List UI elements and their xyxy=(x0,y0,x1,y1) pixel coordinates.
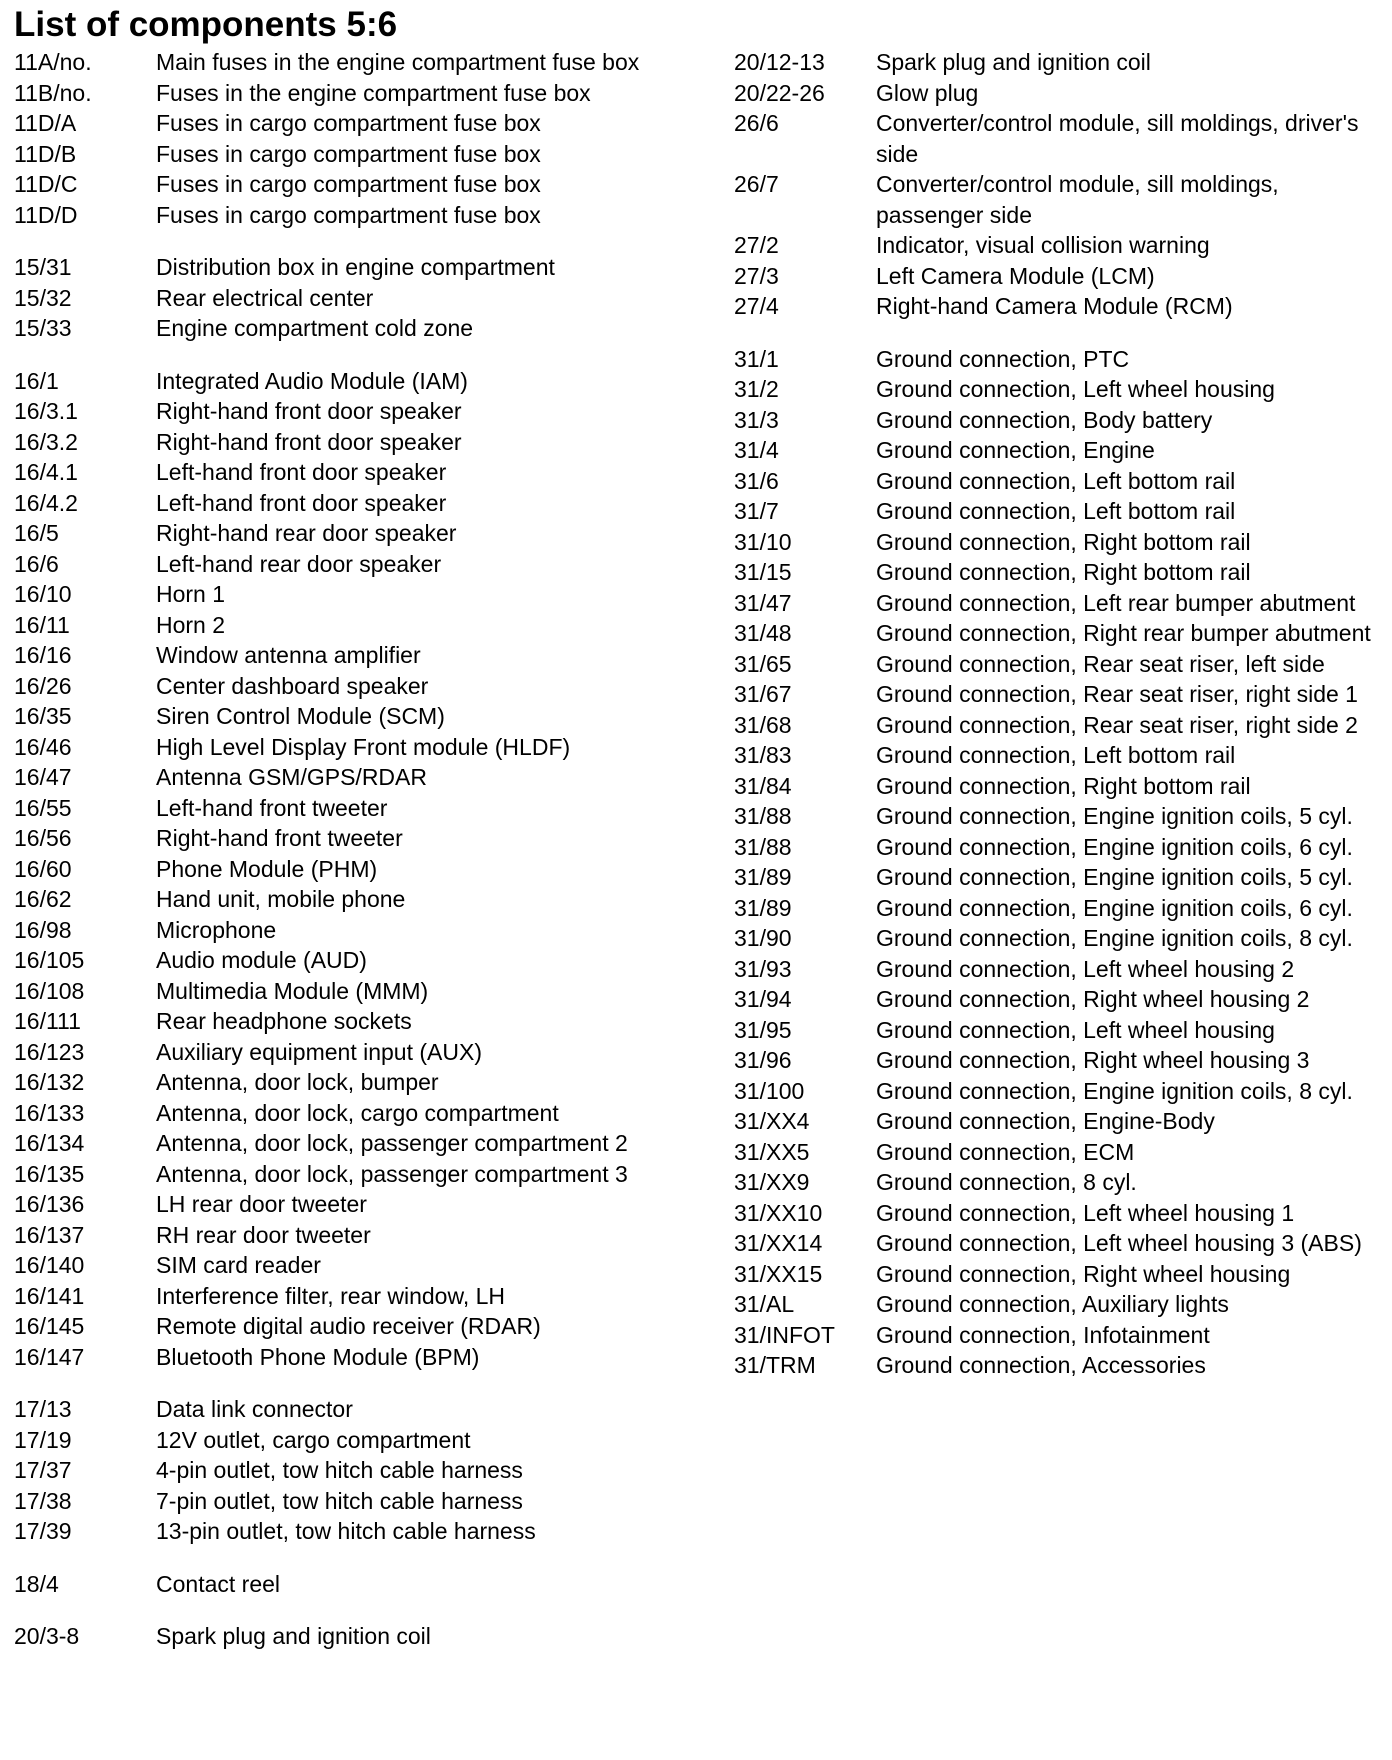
group-spacer xyxy=(14,1547,694,1569)
component-code: 16/3.2 xyxy=(14,428,78,455)
component-entry xyxy=(734,618,1384,649)
component-description: Ground connection, 8 cyl. xyxy=(876,1169,1137,1195)
component-entry xyxy=(734,649,1384,680)
component-description: Ground connection, Right wheel housing xyxy=(876,1260,1291,1287)
component-description: Converter/control module, sill moldings, passenger side xyxy=(876,171,1279,228)
component-code: 15/33 xyxy=(14,315,72,341)
component-code: 31/10 xyxy=(734,528,792,555)
component-description: Ground connection, Accessories xyxy=(876,1352,1206,1378)
component-description: Data link connector xyxy=(156,1396,353,1422)
component-code: 16/10 xyxy=(14,581,72,607)
component-description: Phone Module (PHM) xyxy=(156,855,378,882)
component-group xyxy=(734,47,1384,322)
component-code: 17/13 xyxy=(14,1396,72,1422)
component-description: Ground connection, PTC xyxy=(876,345,1130,372)
component-description: Antenna, door lock, bumper xyxy=(156,1069,439,1095)
component-description: Ground connection, Engine xyxy=(876,437,1155,463)
component-entry xyxy=(14,1098,694,1129)
component-description: 7-pin outlet, tow hitch cable harness xyxy=(156,1487,523,1514)
component-entry xyxy=(14,47,694,78)
component-entry xyxy=(14,945,694,976)
component-code: 16/4.2 xyxy=(14,489,78,516)
component-description: Ground connection, Left bottom rail xyxy=(876,498,1236,524)
component-description: Ground connection, Engine ignition coils, 8 cyl. xyxy=(876,1077,1353,1104)
component-code: 16/60 xyxy=(14,855,72,882)
component-code: 16/46 xyxy=(14,733,72,760)
component-description: Horn 2 xyxy=(156,611,226,638)
component-description: Interference filter, rear window, LH xyxy=(156,1282,505,1309)
component-code: 16/145 xyxy=(14,1313,85,1339)
component-code: 31/68 xyxy=(734,711,792,738)
component-description: Spark plug and ignition coil xyxy=(156,1623,431,1649)
component-code: 11D/C xyxy=(14,171,78,197)
component-entry xyxy=(734,527,1384,558)
group-spacer xyxy=(14,1372,694,1394)
component-code: 11D/A xyxy=(14,110,77,136)
component-code: 16/3.1 xyxy=(14,398,78,424)
component-entry xyxy=(734,78,1384,109)
component-entry xyxy=(734,230,1384,261)
component-code: 31/XX14 xyxy=(734,1230,823,1256)
component-description: Converter/control module, sill moldings, driver's side xyxy=(876,110,1359,167)
component-code: 31/84 xyxy=(734,772,792,799)
component-description: Left-hand front door speaker xyxy=(156,459,447,485)
component-code: 31/96 xyxy=(734,1047,792,1073)
component-code: 16/16 xyxy=(14,642,72,668)
component-code: 20/22-26 xyxy=(734,79,825,106)
component-entry xyxy=(734,862,1384,893)
component-entry xyxy=(14,169,694,200)
component-code: 15/31 xyxy=(14,254,72,280)
component-code: 16/108 xyxy=(14,977,85,1004)
component-entry xyxy=(14,976,694,1007)
component-description: Ground connection, Right bottom rail xyxy=(876,559,1251,585)
component-code: 31/67 xyxy=(734,681,792,707)
component-code: 31/1 xyxy=(734,345,779,372)
component-description: Horn 1 xyxy=(156,581,226,607)
component-code: 16/1 xyxy=(14,367,59,394)
component-code: 16/35 xyxy=(14,703,72,729)
component-description: Left-hand front tweeter xyxy=(156,794,388,821)
component-description: Ground connection, Auxiliary lights xyxy=(876,1291,1229,1317)
component-description: Antenna, door lock, cargo compartment xyxy=(156,1099,559,1126)
component-entry xyxy=(14,732,694,763)
component-code: 27/4 xyxy=(734,293,779,319)
component-entry xyxy=(734,984,1384,1015)
component-description: Ground connection, Left wheel housing 1 xyxy=(876,1199,1295,1226)
component-code: 31/95 xyxy=(734,1016,792,1043)
component-entry xyxy=(14,1425,694,1456)
component-code: 16/140 xyxy=(14,1252,85,1278)
component-code: 27/3 xyxy=(734,262,779,289)
component-entry xyxy=(14,1394,694,1425)
component-entry xyxy=(14,1281,694,1312)
component-code: 18/4 xyxy=(14,1570,59,1597)
component-description: Engine compartment cold zone xyxy=(156,315,474,341)
component-description: Ground connection, Left bottom rail xyxy=(876,742,1236,768)
component-description: Integrated Audio Module (IAM) xyxy=(156,367,468,394)
component-code: 16/56 xyxy=(14,825,72,851)
component-description: Auxiliary equipment input (AUX) xyxy=(156,1038,482,1065)
component-description: Spark plug and ignition coil xyxy=(876,49,1151,75)
component-code: 17/39 xyxy=(14,1518,72,1544)
component-entry xyxy=(14,1067,694,1098)
component-entry xyxy=(14,252,694,283)
component-description: Right-hand rear door speaker xyxy=(156,520,457,546)
component-description: Antenna, door lock, passenger compartment 2 xyxy=(156,1130,628,1156)
component-code: 31/48 xyxy=(734,620,792,646)
component-code: 16/137 xyxy=(14,1221,85,1248)
component-description: Remote digital audio receiver (RDAR) xyxy=(156,1313,541,1339)
component-entry xyxy=(14,1311,694,1342)
component-code: 26/6 xyxy=(734,110,779,136)
component-entry xyxy=(14,1621,694,1652)
component-description: Ground connection, Engine ignition coils, 6 cyl. xyxy=(876,894,1353,921)
component-code: 16/4.1 xyxy=(14,459,78,485)
component-description: 12V outlet, cargo compartment xyxy=(156,1426,471,1453)
component-entry xyxy=(14,313,694,344)
component-group xyxy=(734,344,1384,1381)
component-entry xyxy=(14,457,694,488)
component-entry xyxy=(14,823,694,854)
component-entry xyxy=(14,1159,694,1190)
component-code: 16/141 xyxy=(14,1282,85,1309)
component-code: 20/12-13 xyxy=(734,49,825,75)
component-entry xyxy=(734,771,1384,802)
component-code: 15/32 xyxy=(14,284,72,311)
component-entry xyxy=(14,1342,694,1373)
component-code: 16/133 xyxy=(14,1099,85,1126)
component-code: 31/100 xyxy=(734,1077,805,1104)
component-column-right xyxy=(734,47,1384,1381)
component-description: Ground connection, Engine ignition coils, 5 cyl. xyxy=(876,803,1353,829)
component-code: 16/111 xyxy=(14,1008,81,1034)
component-entry xyxy=(14,579,694,610)
component-code: 31/XX4 xyxy=(734,1108,810,1134)
component-code: 16/6 xyxy=(14,550,59,577)
component-entry xyxy=(734,1289,1384,1320)
component-entry xyxy=(734,261,1384,292)
component-code: 31/88 xyxy=(734,803,792,829)
component-code: 16/11 xyxy=(14,611,70,638)
component-code: 31/89 xyxy=(734,894,792,921)
component-description: Ground connection, ECM xyxy=(876,1138,1135,1165)
component-code: 31/AL xyxy=(734,1291,795,1317)
component-description: Bluetooth Phone Module (BPM) xyxy=(156,1343,480,1370)
component-description: Hand unit, mobile phone xyxy=(156,886,406,912)
component-code: 16/105 xyxy=(14,947,85,973)
component-entry xyxy=(14,915,694,946)
component-entry xyxy=(14,396,694,427)
component-description: Left-hand front door speaker xyxy=(156,489,447,516)
component-entry xyxy=(14,78,694,109)
component-code: 31/INFOT xyxy=(734,1321,835,1348)
component-entry xyxy=(734,1015,1384,1046)
component-entry xyxy=(14,1037,694,1068)
component-entry xyxy=(14,1486,694,1517)
component-entry xyxy=(14,610,694,641)
component-entry xyxy=(14,200,694,231)
component-code: 17/37 xyxy=(14,1457,72,1483)
component-column-left xyxy=(14,47,694,1652)
component-code: 16/55 xyxy=(14,794,72,821)
component-entry xyxy=(14,427,694,458)
component-description: Center dashboard speaker xyxy=(156,672,429,699)
component-code: 11D/D xyxy=(14,201,78,228)
component-code: 16/147 xyxy=(14,1343,85,1370)
component-code: 16/123 xyxy=(14,1038,85,1065)
component-description: Distribution box in engine compartment xyxy=(156,254,555,280)
component-entry xyxy=(734,1259,1384,1290)
component-description: Right-hand front tweeter xyxy=(156,825,403,851)
component-code: 31/XX9 xyxy=(734,1169,810,1195)
component-entry xyxy=(14,793,694,824)
component-code: 31/47 xyxy=(734,589,792,616)
component-code: 31/65 xyxy=(734,650,792,677)
component-entry xyxy=(734,679,1384,710)
component-entry xyxy=(14,1006,694,1037)
page-title: List of components 5:6 xyxy=(14,5,398,44)
component-code: 16/62 xyxy=(14,886,72,912)
component-entry xyxy=(14,884,694,915)
component-code: 31/94 xyxy=(734,986,792,1012)
component-description: Ground connection, Engine-Body xyxy=(876,1108,1215,1134)
component-entry xyxy=(734,47,1384,78)
component-description: Ground connection, Engine ignition coils, 8 cyl. xyxy=(876,925,1353,951)
component-description: 13-pin outlet, tow hitch cable harness xyxy=(156,1518,536,1544)
component-entry xyxy=(734,1167,1384,1198)
component-description: Ground connection, Left wheel housing 2 xyxy=(876,955,1295,982)
component-entry xyxy=(734,405,1384,436)
component-description: Antenna, door lock, passenger compartment 3 xyxy=(156,1160,628,1187)
component-entry xyxy=(734,466,1384,497)
component-code: 16/135 xyxy=(14,1160,85,1187)
component-description: Fuses in cargo compartment fuse box xyxy=(156,140,541,167)
component-code: 16/136 xyxy=(14,1191,85,1217)
component-entry xyxy=(734,1320,1384,1351)
component-description: Ground connection, Left rear bumper abutment xyxy=(876,589,1356,616)
component-description: Ground connection, Right wheel housing 3 xyxy=(876,1047,1310,1073)
component-code: 31/2 xyxy=(734,376,779,402)
component-description: Ground connection, Engine ignition coils, 6 cyl. xyxy=(876,833,1353,860)
component-description: Right-hand front door speaker xyxy=(156,398,462,424)
component-entry xyxy=(734,740,1384,771)
component-code: 27/2 xyxy=(734,232,779,258)
component-description: Fuses in cargo compartment fuse box xyxy=(156,201,541,228)
component-description: Rear electrical center xyxy=(156,284,374,311)
component-code: 31/TRM xyxy=(734,1352,816,1378)
component-code: 17/38 xyxy=(14,1487,72,1514)
component-entry xyxy=(14,1569,694,1600)
component-description: Ground connection, Engine ignition coils, 5 cyl. xyxy=(876,864,1353,890)
component-entry xyxy=(14,1220,694,1251)
component-entry xyxy=(734,588,1384,619)
component-code: 31/XX15 xyxy=(734,1260,823,1287)
component-group xyxy=(14,1569,694,1600)
component-code: 11B/no. xyxy=(14,79,92,106)
component-entry xyxy=(734,344,1384,375)
component-entry xyxy=(14,640,694,671)
group-spacer xyxy=(14,1599,694,1621)
component-description: Fuses in cargo compartment fuse box xyxy=(156,110,541,136)
component-description: Fuses in the engine compartment fuse box xyxy=(156,79,591,106)
component-code: 16/134 xyxy=(14,1130,85,1156)
group-spacer xyxy=(14,344,694,366)
component-entry xyxy=(14,1250,694,1281)
component-entry xyxy=(14,139,694,170)
component-code: 31/XX5 xyxy=(734,1138,810,1165)
component-code: 31/7 xyxy=(734,498,779,524)
component-entry xyxy=(734,496,1384,527)
component-entry xyxy=(14,854,694,885)
component-description: Ground connection, Rear seat riser, right side 1 xyxy=(876,681,1358,707)
component-code: 20/3-8 xyxy=(14,1623,80,1649)
component-description: Ground connection, Right wheel housing 2 xyxy=(876,986,1310,1012)
component-description: SIM card reader xyxy=(156,1252,321,1278)
component-entry xyxy=(14,671,694,702)
component-description: Multimedia Module (MMM) xyxy=(156,977,429,1004)
component-description: Right-hand Camera Module (RCM) xyxy=(876,293,1233,319)
component-code: 11D/B xyxy=(14,140,77,167)
component-code: 16/26 xyxy=(14,672,72,699)
component-entry xyxy=(14,1189,694,1220)
component-code: 31/15 xyxy=(734,559,792,585)
component-description: Ground connection, Left wheel housing xyxy=(876,1016,1275,1043)
component-description: Ground connection, Right bottom rail xyxy=(876,528,1251,555)
component-description: RH rear door tweeter xyxy=(156,1221,371,1248)
component-description: Ground connection, Left wheel housing xyxy=(876,376,1275,402)
component-entry xyxy=(14,108,694,139)
component-entry xyxy=(14,549,694,580)
component-description: Main fuses in the engine compartment fuse box xyxy=(156,49,640,75)
component-group xyxy=(14,47,694,230)
component-code: 31/6 xyxy=(734,467,779,494)
component-entry xyxy=(734,291,1384,322)
component-entry xyxy=(14,1516,694,1547)
component-description: Audio module (AUD) xyxy=(156,947,367,973)
component-entry xyxy=(734,893,1384,924)
component-entry xyxy=(14,283,694,314)
component-entry xyxy=(14,1128,694,1159)
component-description: Ground connection, Left wheel housing 3 (ABS) xyxy=(876,1230,1362,1256)
component-entry xyxy=(734,1137,1384,1168)
component-group xyxy=(14,1621,694,1652)
component-entry xyxy=(14,762,694,793)
component-description: Right-hand front door speaker xyxy=(156,428,462,455)
component-code: 16/98 xyxy=(14,916,72,943)
component-entry xyxy=(14,488,694,519)
component-description: Ground connection, Right bottom rail xyxy=(876,772,1251,799)
component-entry xyxy=(14,366,694,397)
component-entry xyxy=(734,710,1384,741)
component-entry xyxy=(14,1455,694,1486)
component-code: 17/19 xyxy=(14,1426,72,1453)
component-code: 31/XX10 xyxy=(734,1199,823,1226)
group-spacer xyxy=(14,230,694,252)
component-code: 16/132 xyxy=(14,1069,85,1095)
component-description: Ground connection, Rear seat riser, left side xyxy=(876,650,1325,677)
component-entry xyxy=(734,1350,1384,1381)
component-description: Left-hand rear door speaker xyxy=(156,550,442,577)
component-entry xyxy=(734,801,1384,832)
component-entry xyxy=(734,435,1384,466)
component-code: 31/93 xyxy=(734,955,792,982)
component-description: Rear headphone sockets xyxy=(156,1008,412,1034)
component-entry xyxy=(734,1076,1384,1107)
component-code: 31/88 xyxy=(734,833,792,860)
component-entry xyxy=(734,374,1384,405)
component-description: Indicator, visual collision warning xyxy=(876,232,1210,258)
component-group xyxy=(14,366,694,1373)
component-description: Contact reel xyxy=(156,1570,281,1597)
component-description: High Level Display Front module (HLDF) xyxy=(156,733,571,760)
component-group xyxy=(14,1394,694,1547)
component-entry xyxy=(734,1106,1384,1137)
component-code: 31/83 xyxy=(734,742,792,768)
component-entry xyxy=(734,169,1384,230)
component-entry xyxy=(734,108,1384,169)
component-description: Glow plug xyxy=(876,79,979,106)
component-description: Ground connection, Body battery xyxy=(876,406,1213,433)
component-entry xyxy=(734,557,1384,588)
component-entry xyxy=(734,954,1384,985)
component-entry xyxy=(734,1228,1384,1259)
component-description: Left Camera Module (LCM) xyxy=(876,262,1155,289)
group-spacer xyxy=(734,322,1384,344)
component-entry xyxy=(734,923,1384,954)
component-group xyxy=(14,252,694,344)
component-code: 31/3 xyxy=(734,406,779,433)
component-entry xyxy=(734,1198,1384,1229)
component-description: Window antenna amplifier xyxy=(156,642,421,668)
component-description: Antenna GSM/GPS/RDAR xyxy=(156,764,427,790)
component-description: LH rear door tweeter xyxy=(156,1191,367,1217)
component-entry xyxy=(14,701,694,732)
component-code: 11A/no. xyxy=(14,49,92,75)
component-code: 16/47 xyxy=(14,764,72,790)
component-description: Ground connection, Infotainment xyxy=(876,1321,1210,1348)
component-description: Ground connection, Rear seat riser, right side 2 xyxy=(876,711,1358,738)
component-entry xyxy=(14,518,694,549)
component-description: 4-pin outlet, tow hitch cable harness xyxy=(156,1457,523,1483)
component-description: Ground connection, Left bottom rail xyxy=(876,467,1236,494)
component-code: 26/7 xyxy=(734,171,779,197)
component-code: 31/4 xyxy=(734,437,779,463)
component-description: Ground connection, Right rear bumper abutment xyxy=(876,620,1371,646)
component-entry xyxy=(734,1045,1384,1076)
component-code: 16/5 xyxy=(14,520,59,546)
component-description: Fuses in cargo compartment fuse box xyxy=(156,171,541,197)
component-description: Microphone xyxy=(156,916,277,943)
component-code: 31/90 xyxy=(734,925,792,951)
component-entry xyxy=(734,832,1384,863)
component-description: Siren Control Module (SCM) xyxy=(156,703,445,729)
component-code: 31/89 xyxy=(734,864,792,890)
